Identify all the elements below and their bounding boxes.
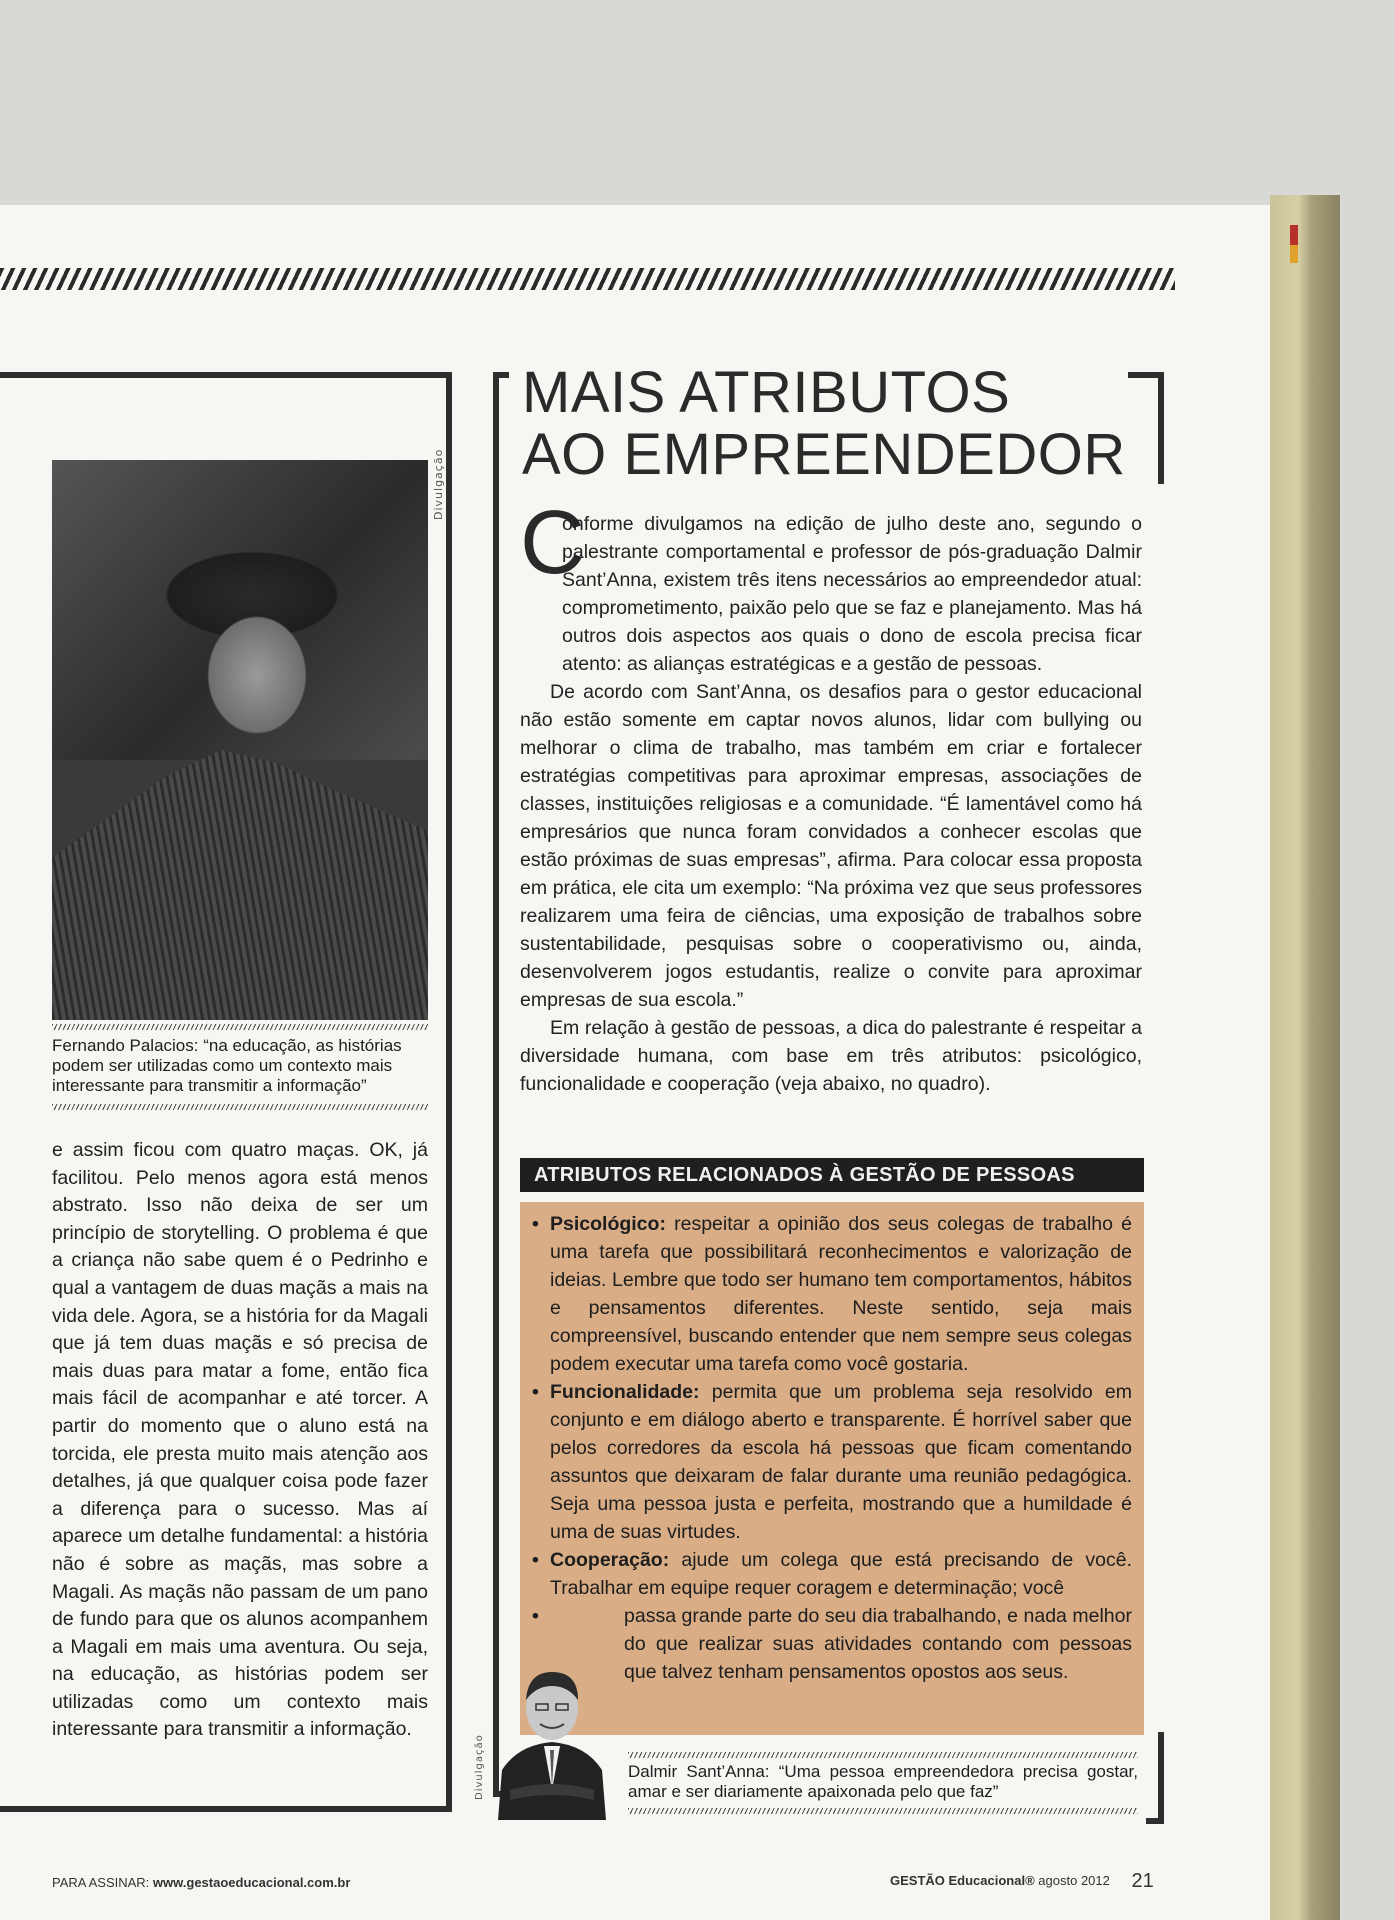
attribute-item-psicologico: [532, 1210, 1132, 1378]
article-paragraph-2: De acordo com Sant’Anna, os desafios para o gestor educacional não estão somente em captar novos alunos, lidar com bullying ou melhorar o clima de trabalho, mas também em criar e fortalecer estratégias competitivas para aproximar empresas, associações de classes, instituições religiosas e a comunidade. “É lamentável como há empresários que nunca foram convidados a conhecer escolas que estão próximas de suas empresas”, afirma. Para colocar essa proposta em prática, ele cita um exemplo: “Na próxima vez que seus professores realizarem uma feira de ciências, uma exposição de trabalhos sobre sustentabilidade, pesquisas sobre o cooperativismo ou, ainda, desenvolverem jogos estudantis, realize o convite para aproximar empresas de sua escola.”: [520, 681, 1142, 1011]
attributes-list: [532, 1210, 1132, 1686]
caption-rule-top: [52, 1024, 428, 1030]
attribute-text: ajude um colega que está precisando de você. Trabalhar em equipe requer coragem e determinação; você: [550, 1549, 1132, 1599]
box-header: ATRIBUTOS RELACIONADOS À GESTÃO DE PESSOAS: [520, 1158, 1144, 1192]
article-title: [522, 362, 1142, 486]
edge-tab-yellow: [1290, 245, 1298, 263]
portrait-photo: [52, 460, 428, 1020]
article-body: [520, 510, 1142, 1098]
magazine-name: GESTÃO Educacional®: [890, 1873, 1035, 1888]
attribute-term: Psicológico:: [550, 1213, 666, 1235]
attribute-text: permita que um problema seja resolvido em conjunto e em diálogo aberto e transparente. É horrível saber que pelos corredores da escola há pessoas que ficam comentando assuntos que deixaram de falar durante uma reunião pedagógica. Seja uma pessoa justa e perfeita, mostrando que a humildade é uma de suas virtudes.: [550, 1381, 1132, 1543]
attribute-text: respeitar a opinião dos seus colegas de trabalho é uma tarefa que possibilitará reconhecimentos e valorização de ideias. Lembre que todo ser humano tem comportamentos, hábitos e pensamentos diferentes. Neste sentido, seja mais compreensível, buscando entender que nem sempre seus colegas podem executar uma tarefa como você gostaria.: [550, 1213, 1132, 1375]
caption-rule-bottom: [52, 1104, 428, 1110]
attribute-item-cooperacao-cont: [532, 1602, 1132, 1686]
drop-cap: C: [520, 493, 585, 593]
article-paragraph-1: onforme divulgamos na edição de julho deste ano, segundo o palestrante comportamental e professor de pós-graduação Dalmir Sant’Anna, existem três itens necessários ao empreendedor atual: comprometimento, paixão pelo que se faz e planejamento. Mas há outros dois aspectos aos quais o dono de escola precisa ficar atento: as alianças estratégicas e a gestão de pessoas.: [562, 513, 1142, 675]
edge-tab-red: [1290, 225, 1298, 245]
article-paragraph-3: Em relação à gestão de pessoas, a dica do palestrante é respeitar a diversidade humana, com base em três atributos: psicológico, funcionalidade e cooperação (veja abaixo, no quadro).: [520, 1017, 1142, 1095]
left-paragraph: e assim ficou com quatro maças. OK, já facilitou. Pelo menos agora está menos abstrato. Isso não deixa de ser um princípio de storytelling. O problema é que a criança não sabe quem é o Pedrinho e qual a vantagem de duas maçãs a mais na vida dele. Agora, se a história for da Magali que já tem duas maçãs e só precisa de mais duas para matar a fome, então fica mais fácil de acompanhar e até torcer. A partir do momento que o aluno está na torcida, ele presta muito mais atenção aos detalhes, já que qualquer coisa pode fazer a diferença para o sucesso. Mas aí aparece um detalhe fundamental: a história não é sobre as maçãs, mas sobre a Magali. As maçãs não passam de um pano de fundo para que os alunos acompanhem a Magali em mais uma aventura. Ou seja, na educação, as histórias podem ser utilizadas como um contexto mais interessante para transmitir a informação.: [52, 1139, 428, 1741]
speaker-photo-credit: Divulgação: [474, 1734, 485, 1800]
caption-bracket-right: [1146, 1732, 1164, 1824]
left-column-text: [52, 1137, 428, 1744]
hatch-band: [0, 268, 1175, 290]
attribute-item-cooperacao: [532, 1546, 1132, 1602]
page-number: 21: [1131, 1870, 1154, 1892]
caption2-rule-bottom: [628, 1808, 1138, 1814]
title-line-1: MAIS ATRIBUTOS: [522, 360, 1011, 425]
attribute-item-funcionalidade: [532, 1378, 1132, 1546]
title-line-2: AO EMPREENDEDOR: [522, 422, 1126, 487]
photo-caption: Fernando Palacios: “na educação, as histórias podem ser utilizadas como um contexto mais interessante para transmitir a informação”: [52, 1036, 402, 1095]
subscribe-footer: [52, 1875, 350, 1890]
page-edge: [1270, 195, 1340, 1920]
photo-credit: Divulgação: [432, 448, 445, 520]
subscribe-url[interactable]: www.gestaoeducacional.com.br: [152, 1875, 351, 1890]
subscribe-label: PARA ASSINAR:: [52, 1875, 150, 1890]
issue-date: agosto 2012: [1038, 1873, 1110, 1888]
folio: [890, 1870, 1154, 1893]
caption2-rule-top: [628, 1752, 1138, 1758]
attribute-term: Funcionalidade:: [550, 1381, 700, 1403]
attribute-term: Cooperação:: [550, 1549, 670, 1571]
speaker-caption: Dalmir Sant’Anna: “Uma pessoa empreendedora precisa gostar, amar e ser diariamente apaixonada pelo que faz”: [628, 1762, 1138, 1801]
speaker-photo: [488, 1650, 616, 1820]
article-bracket-left: [493, 372, 509, 1797]
attribute-text-cont: passa grande parte do seu dia trabalhando, e nada melhor do que realizar suas atividades contando com pessoas que talvez tenham pensamentos opostos aos seus.: [624, 1605, 1132, 1683]
